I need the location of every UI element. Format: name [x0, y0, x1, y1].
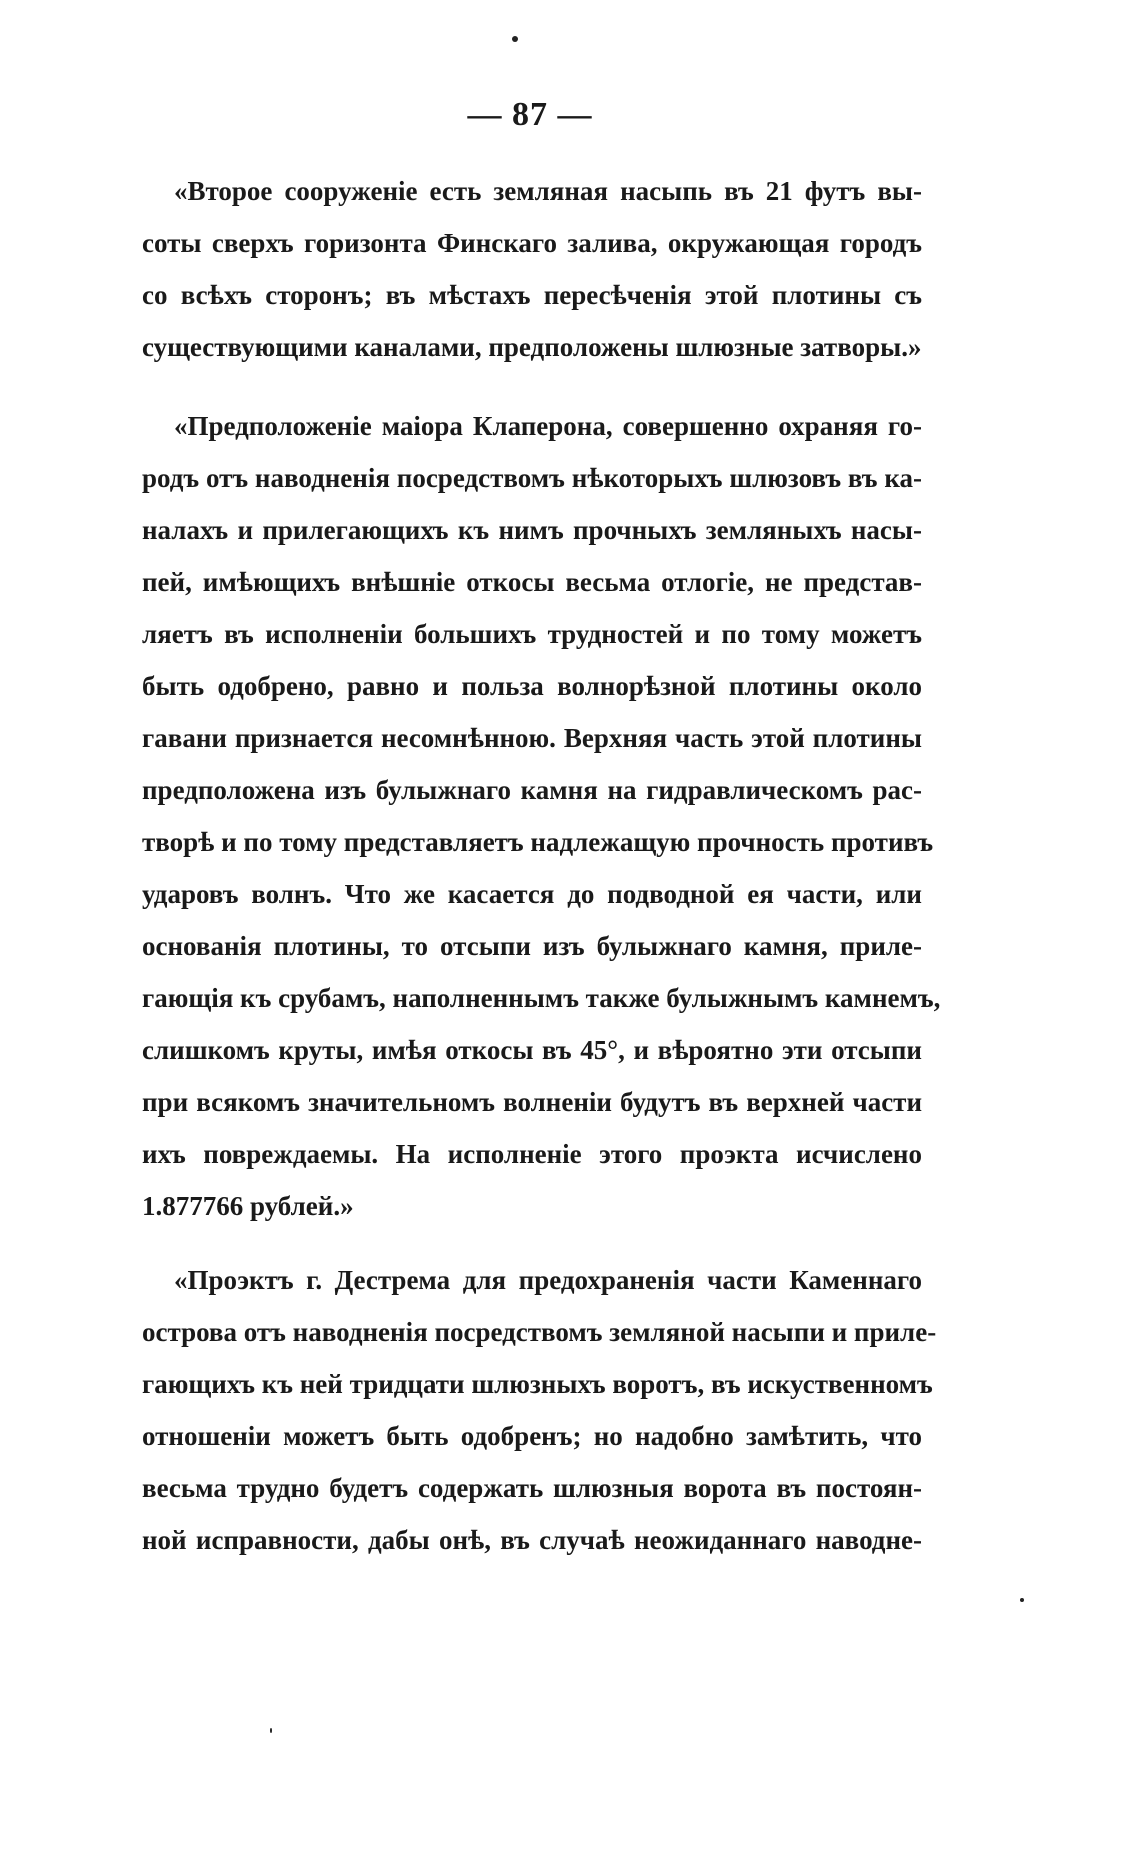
text-line: соты сверхъ горизонта Финскаго залива, окружающая городъ: [142, 228, 922, 258]
text-line: 1.877766 рублей.»: [142, 1191, 354, 1221]
text-line: творѣ и по тому представляетъ надлежащую прочность противъ: [142, 827, 934, 857]
print-speck: [270, 1728, 272, 1733]
text-line: существующими каналами, предположены шлюзные затворы.»: [142, 332, 922, 362]
text-line: «Второе сооруженіе есть земляная насыпь въ 21 футъ вы-: [174, 176, 922, 206]
print-speck: [512, 36, 518, 42]
text-line: острова отъ наводненія посредствомъ земляной насыпи и приле-: [142, 1317, 937, 1347]
text-line: весьма трудно будетъ содержать шлюзныя ворота въ постоян-: [142, 1473, 922, 1503]
text-line: ляетъ въ исполненіи большихъ трудностей и по тому можетъ: [142, 619, 922, 649]
text-line: гавани признается несомнѣнною. Верхняя часть этой плотины: [142, 723, 922, 753]
text-line: предположена изъ булыжнаго камня на гидравлическомъ рас-: [142, 775, 922, 805]
text-line: ударовъ волнъ. Что же касается до подводной ея части, или: [142, 879, 922, 909]
text-line: гающихъ къ ней тридцати шлюзныхъ воротъ, въ искуственномъ: [142, 1369, 933, 1399]
text-line: ихъ повреждаемы. На исполненіе этого проэкта исчислено: [142, 1139, 922, 1169]
text-line: отношеніи можетъ быть одобренъ; но надобно замѣтить, что: [142, 1421, 922, 1451]
text-line: «Предположеніе маіора Клаперона, совершенно охраняя го-: [174, 411, 922, 441]
text-line: при всякомъ значительномъ волненіи будутъ въ верхней части: [142, 1087, 922, 1117]
text-line: слишкомъ круты, имѣя откосы въ 45°, и вѣроятно эти отсыпи: [142, 1035, 922, 1065]
text-line: быть одобрено, равно и польза волнорѣзной плотины около: [142, 671, 922, 701]
text-line: ной исправности, дабы онѣ, въ случаѣ неожиданнаго наводне-: [142, 1525, 922, 1555]
page-number: — 87 —: [467, 96, 593, 133]
paragraph-2: [142, 400, 941, 1232]
paragraph-3: [142, 1254, 937, 1566]
text-line: пей, имѣющихъ внѣшніе откосы весьма отлогіе, не представ-: [142, 567, 922, 597]
print-speck: [1020, 1598, 1024, 1602]
text-line: со всѣхъ сторонъ; въ мѣстахъ пересѣченія этой плотины съ: [142, 280, 922, 310]
text-line: родъ отъ наводненія посредствомъ нѣкоторыхъ шлюзовъ въ ка-: [142, 463, 922, 493]
text-line: налахъ и прилегающихъ къ нимъ прочныхъ земляныхъ насы-: [142, 515, 922, 545]
text-line: гающія къ срубамъ, наполненнымъ также булыжнымъ камнемъ,: [142, 983, 941, 1013]
text-line: основанія плотины, то отсыпи изъ булыжнаго камня, приле-: [142, 931, 922, 961]
paragraph-1: [142, 165, 922, 373]
text-line: «Проэктъ г. Дестрема для предохраненія части Каменнаго: [174, 1265, 922, 1295]
